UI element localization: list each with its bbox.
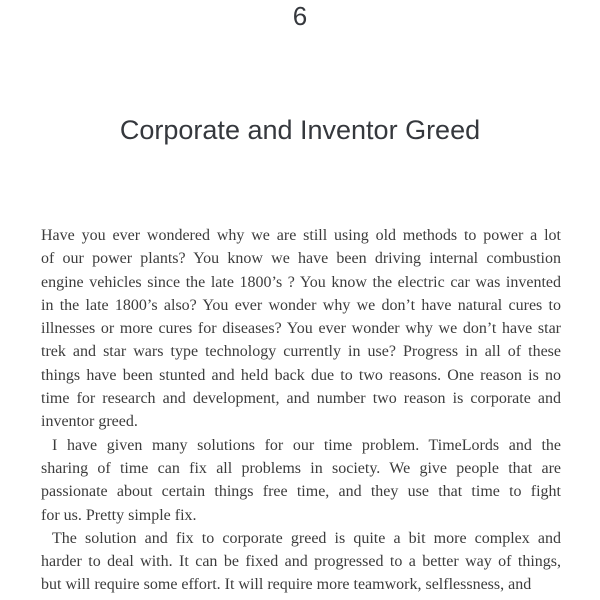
text-line: passionate about certain things free time, and they use that time to fight <box>41 483 561 501</box>
text-line: trek and star wars type technology currently in use? Progress in all of these <box>41 343 561 361</box>
text-line: of our power plants? You know we have been driving internal combustion <box>41 250 561 268</box>
text-line: things have been stunted and held back due to two reasons. One reason is no <box>41 366 561 384</box>
chapter-number: 6 <box>292 1 308 31</box>
text-line: inventor greed. <box>41 413 138 431</box>
text-line: engine vehicles since the late 1800’s ? You know the electric car was invented <box>41 273 561 291</box>
text-line: for us. Pretty simple fix. <box>41 506 197 524</box>
text-line: sharing of time can fix all problems in society. We give people that are <box>41 459 561 477</box>
text-line: harder to deal with. It can be fixed and progressed to a better way of things, <box>41 553 561 571</box>
paragraph <box>41 527 561 597</box>
text-line: in the late 1800’s also? You ever wonder why we don’t have natural cures to <box>41 296 561 314</box>
paragraph <box>41 434 561 527</box>
text-line: time for research and development, and number two reason is corporate and <box>41 390 561 408</box>
text-line: Have you ever wondered why we are still using old methods to power a lot <box>41 227 561 244</box>
chapter-title: Corporate and Inventor Greed <box>119 115 481 145</box>
body-text <box>41 224 561 597</box>
text-line: The solution and fix to corporate greed is quite a bit more complex and <box>52 529 561 547</box>
text-line: I have given many solutions for our time problem. TimeLords and the <box>52 436 561 454</box>
text-line: but will require some effort. It will require more teamwork, selflessness, and <box>41 576 532 594</box>
text-line: illnesses or more cures for diseases? You ever wonder why we don’t have star <box>41 320 561 338</box>
paragraph <box>41 224 561 434</box>
